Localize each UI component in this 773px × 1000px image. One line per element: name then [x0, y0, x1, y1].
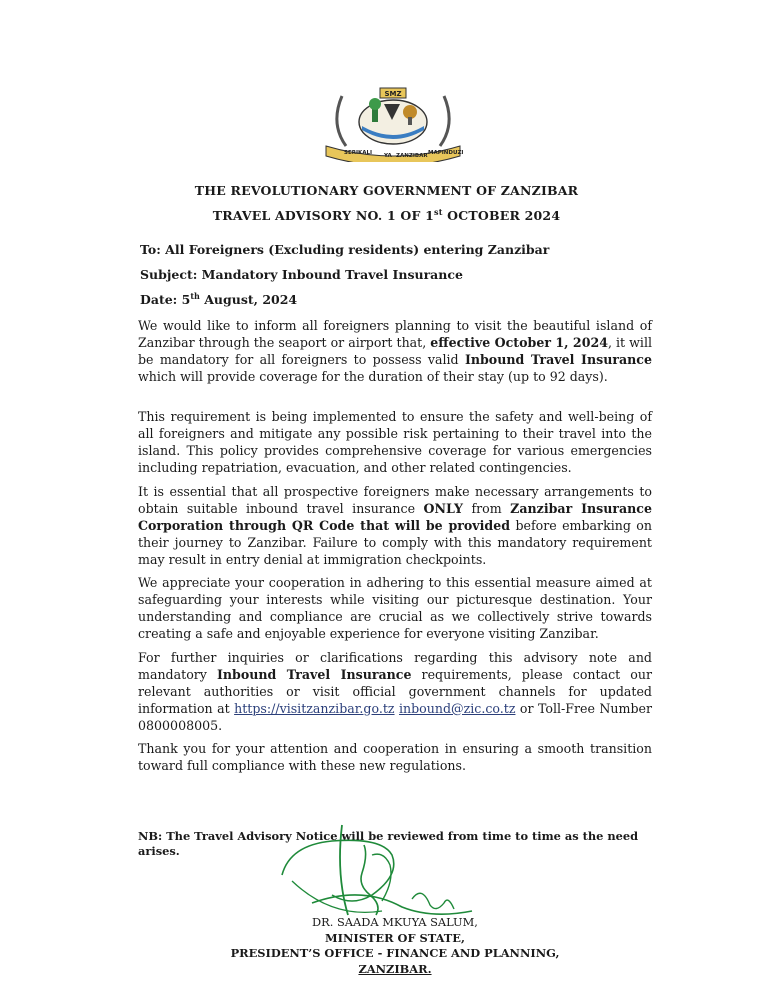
paragraph-5: For further inquiries or clarifications regarding this advisory note and mandatory Inbound Travel Insurance requirements, please contact our relevant authorities or visit official government channels for updated information at https://visitzanzibar.go.tz inbound@zic.co.tz or Toll-Free Number 0800008005. [138, 650, 652, 733]
visitzanzibar-link[interactable]: https://visitzanzibar.go.tz [234, 700, 395, 716]
signatory-office: PRESIDENT’S OFFICE - FINANCE AND PLANNING, [230, 946, 560, 960]
emblem-motto-left: SERIKALI [344, 150, 373, 156]
paragraph-6: Thank you for your attention and cooperation in ensuring a smooth transition toward full compliance with these new regulations. [138, 741, 652, 773]
recipient-line: To: All Foreigners (Excluding residents) entering Zanzibar [140, 242, 550, 257]
handwritten-signature [272, 815, 500, 930]
paragraph-3: It is essential that all prospective foreigners make necessary arrangements to obtain suitable inbound travel insurance ONLY from Zanzibar Insurance Corporation through QR Code that will be provided before embarking on their journey to Zanzibar. Failure to comply with this mandatory requirement may result in entry denial at immigration checkpoints. [138, 484, 652, 567]
signatory-block [200, 915, 590, 977]
signatory-place: ZANZIBAR. [358, 961, 432, 976]
advisory-title: TRAVEL ADVISORY NO. 1 OF 1st OCTOBER 2024 [212, 207, 561, 224]
government-title: THE REVOLUTIONARY GOVERNMENT OF ZANZIBAR [194, 183, 579, 198]
emblem-motto-mid: YA [384, 153, 392, 159]
emblem-motto-right: MAPINDUZI [428, 150, 464, 156]
emblem-motto-bottom: ZANZIBAR [396, 153, 428, 159]
subject-line: Subject: Mandatory Inbound Travel Insurance [140, 267, 463, 282]
emblem-top-text: SMZ [384, 90, 402, 98]
zanzibar-coat-of-arms-emblem [322, 84, 464, 162]
nb-note: NB: The Travel Advisory Notice will be reviewed from time to time as the need arises. [138, 829, 639, 858]
signatory-name: DR. SAADA MKUYA SALUM, [312, 915, 478, 929]
inbound-email-link[interactable]: inbound@zic.co.tz [398, 700, 516, 716]
date-line: Date: 5th August, 2024 [140, 291, 298, 308]
paragraph-1: We would like to inform all foreigners planning to visit the beautiful island of Zanzibar through the seaport or airport that, effective October 1, 2024, it will be mandatory for all foreigners to possess valid Inbound Travel Insurance which will provide coverage for the duration of their stay (up to 92 days). [138, 318, 652, 384]
signatory-title: MINISTER OF STATE, [325, 930, 465, 945]
paragraph-2: This requirement is being implemented to ensure the safety and well-being of all foreigners and mitigate any possible risk pertaining to their travel into the island. This policy provides comprehensive coverage for various emergencies including repatriation, evacuation, and other related contingencies. [138, 409, 652, 475]
paragraph-4: We appreciate your cooperation in adhering to this essential measure aimed at safeguarding your interests while visiting our picturesque destination. Your understanding and compliance are crucial as we collectively strive towards creating a safe and enjoyable experience for everyone visiting Zanzibar. [138, 575, 652, 641]
